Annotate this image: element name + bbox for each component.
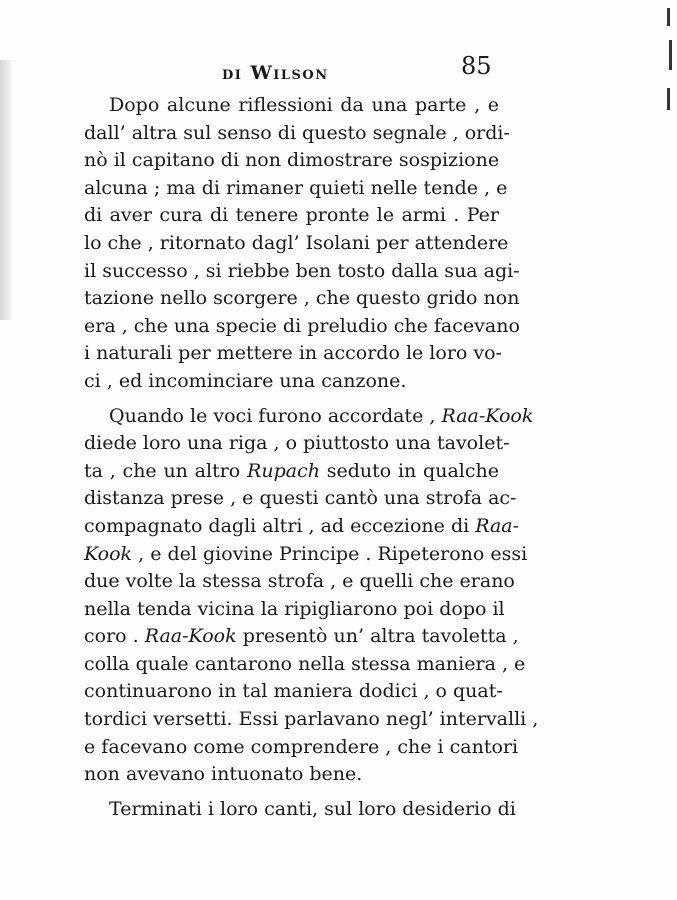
name-raa-kook-2: Raa-Kook — [144, 625, 237, 648]
text-line: alcuna ; ma di rimaner quieti nelle tende , e — [84, 176, 508, 199]
text-line: Quando le voci furono accordate , Raa-Kook — [109, 404, 534, 427]
name-rupach: Rupach — [247, 459, 320, 482]
text-line: non avevano intuonato bene. — [84, 763, 363, 786]
text-line: tordici versetti. Essi parlavano negl’ intervalli , — [84, 708, 539, 731]
text-line: nella tenda vicina la ripigliarono poi dopo il — [84, 597, 505, 620]
name-raa-kook: Raa-Kook — [441, 404, 534, 427]
text-line: Kook , e del giovine Principe . Ripeterono essi — [84, 542, 528, 565]
text-line: Dopo alcune riflessioni da una parte , e — [109, 94, 499, 116]
text-line: era , che una specie di preludio che facevano — [84, 314, 520, 337]
text-line: lo che , ritornato dagl’ Isolani per attendere — [84, 231, 509, 254]
text-line: due volte la stessa strofa , e quelli che erano — [84, 570, 515, 593]
text-line: diede loro una riga , o piuttosto una tavolet- — [84, 432, 510, 455]
text-line: Terminati i loro canti, sul loro desiderio di — [109, 797, 516, 820]
text-line: tazione nello scorgere , che questo grido non — [84, 287, 520, 310]
text-line: continuarono in tal maniera dodici , o quat- — [84, 680, 503, 703]
text-line: ta , che un altro Rupach seduto in qualche — [84, 459, 499, 482]
body-text — [84, 92, 539, 823]
text-line: il successo , si riebbe ben tosto dalla sua agi- — [84, 259, 520, 282]
text-line: ci , ed incominciare una canzone. — [84, 369, 407, 392]
text-line: dall’ altra sul senso di questo segnale , ordi- — [84, 121, 510, 144]
paragraph-2 — [84, 403, 539, 789]
text-line: coro . Raa-Kook presentò un’ altra tavoletta , — [84, 625, 519, 648]
page-number: 85 — [461, 52, 492, 80]
name-kook-part: Kook — [84, 542, 133, 565]
text-line: e facevano come comprendere , che i cantori — [84, 735, 519, 758]
name-raa-part: Raa- — [475, 514, 520, 537]
text-line: distanza prese , e questi cantò una strofa ac- — [84, 487, 517, 510]
running-head: di Wilson — [222, 62, 329, 84]
text-line: colla quale cantarono nella stessa maniera , e — [84, 652, 526, 675]
text-line: di aver cura di tenere pronte le armi . Per — [84, 204, 499, 227]
page-header — [0, 50, 677, 84]
page-edge-shadow — [0, 60, 14, 320]
text-line: i naturali per mettere in accordo le loro vo- — [84, 342, 502, 365]
paragraph-1 — [84, 92, 520, 396]
paragraph-3 — [84, 796, 516, 824]
text-line: compagnato dagli altri , ad eccezione di Raa- — [84, 514, 520, 537]
text-line: nò il capitano di non dimostrare sospizione — [84, 149, 500, 172]
